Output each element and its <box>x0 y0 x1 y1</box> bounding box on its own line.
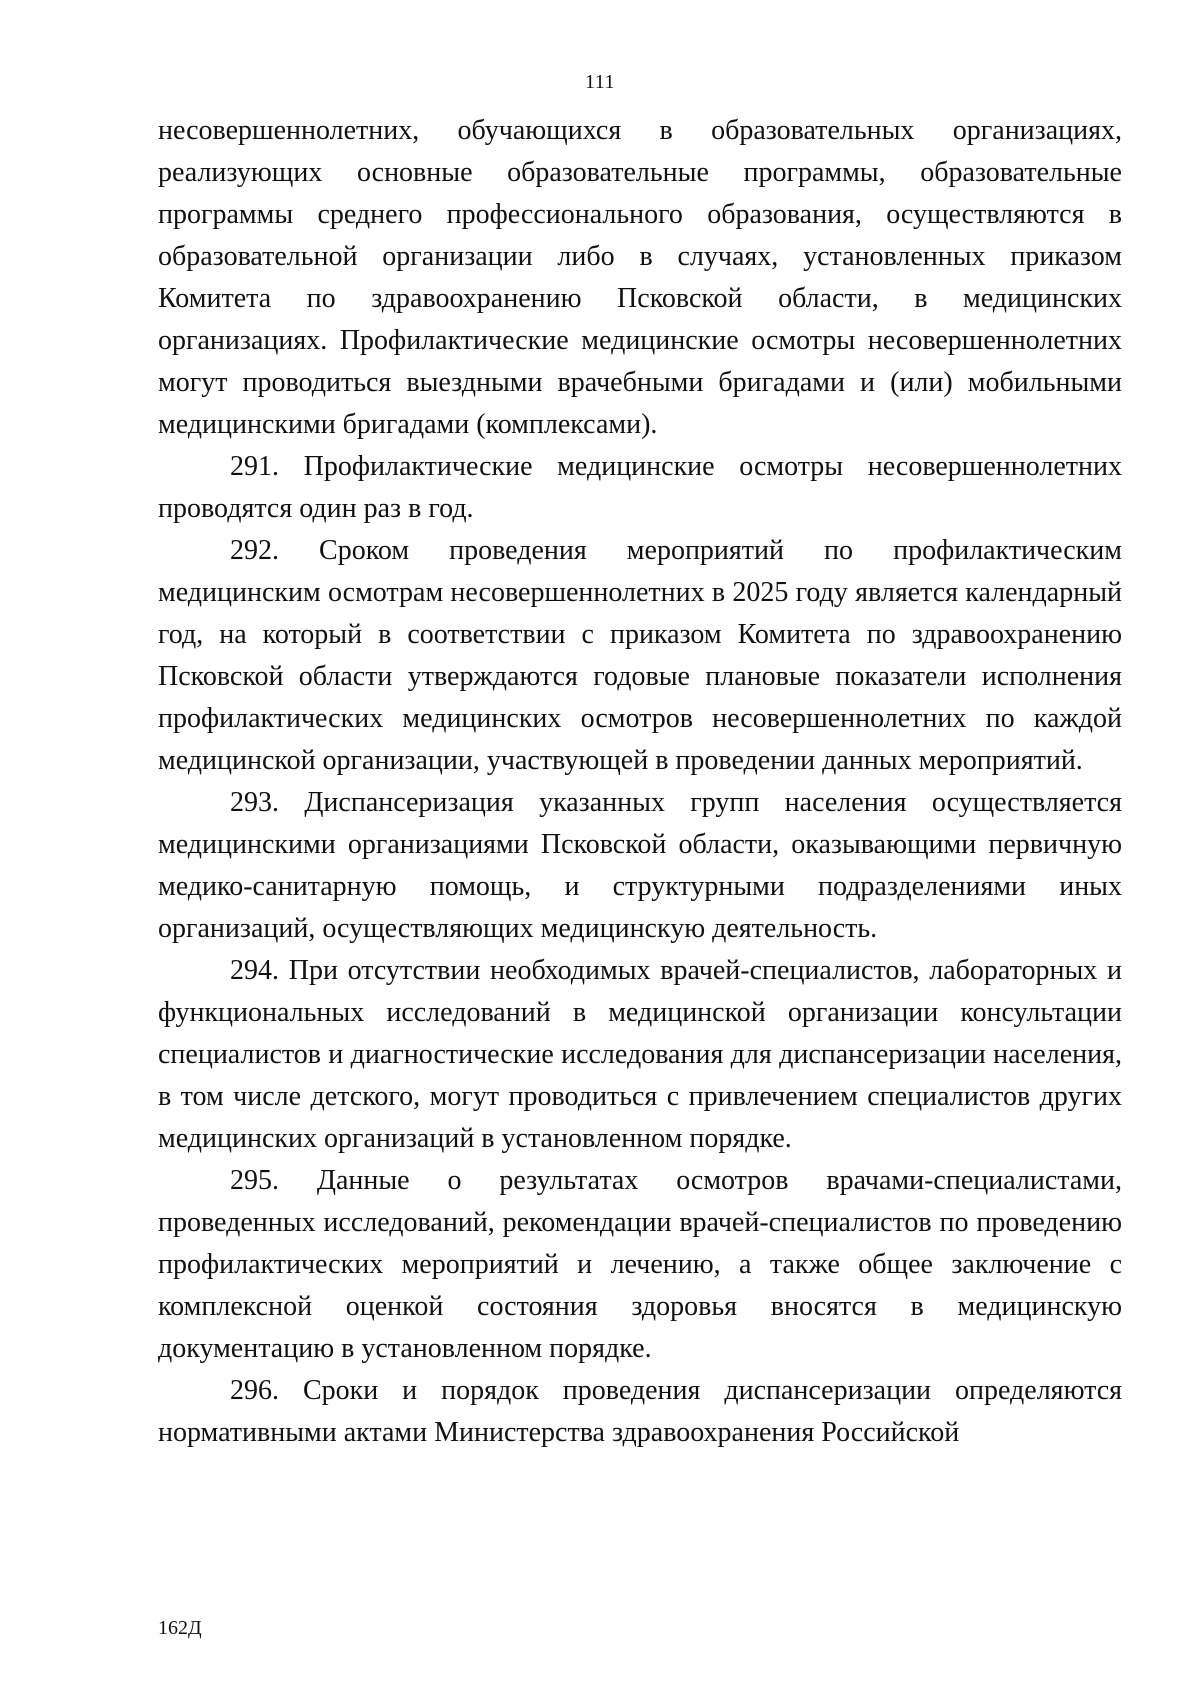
paragraph-296: 296. Сроки и порядок проведения диспансеризации определяются нормативными актами Министерства здравоохранения Российской <box>158 1375 1122 1448</box>
footer-document-code: 162Д <box>158 1617 202 1639</box>
paragraph-continuation: несовершеннолетних, обучающихся в образовательных организациях, реализующих основные образовательные программы, образовательные программы среднего профессионального образования, осуществляются в образовательной организации либо в случаях, установленных приказом Комитета по здравоохранению Псковской области, в медицинских организациях. Профилактические медицинские осмотры несовершеннолетних могут проводиться выездными врачебными бригадами и (или) мобильными медицинскими бригадами (комплексами). <box>158 115 1122 440</box>
paragraph-294: 294. При отсутствии необходимых врачей-специалистов, лабораторных и функциональных исследований в медицинской организации консультации специалистов и диагностические исследования для диспансеризации населения, в том числе детского, могут проводиться с привлечением специалистов других медицинских организаций в установленном порядке. <box>158 955 1122 1154</box>
body-text <box>158 110 1122 1454</box>
paragraph-293: 293. Диспансеризация указанных групп населения осуществляется медицинскими организациями Псковской области, оказывающими первичную медико-санитарную помощь, и структурными подразделениями иных организаций, осуществляющих медицинскую деятельность. <box>158 787 1122 944</box>
paragraph-291: 291. Профилактические медицинские осмотры несовершеннолетних проводятся один раз в год. <box>158 451 1122 524</box>
paragraph-295: 295. Данные о результатах осмотров врачами-специалистами, проведенных исследований, рекомендации врачей-специалистов по проведению профилактических мероприятий и лечению, а также общее заключение с комплексной оценкой состояния здоровья вносятся в медицинскую документацию в установленном порядке. <box>158 1165 1122 1364</box>
page-number: 111 <box>584 71 615 93</box>
paragraph-292: 292. Сроком проведения мероприятий по профилактическим медицинским осмотрам несовершеннолетних в 2025 году является календарный год, на который в соответствии с приказом Комитета по здравоохранению Псковской области утверждаются годовые плановые показатели исполнения профилактических медицинских осмотров несовершеннолетних по каждой медицинской организации, участвующей в проведении данных мероприятий. <box>158 535 1122 776</box>
